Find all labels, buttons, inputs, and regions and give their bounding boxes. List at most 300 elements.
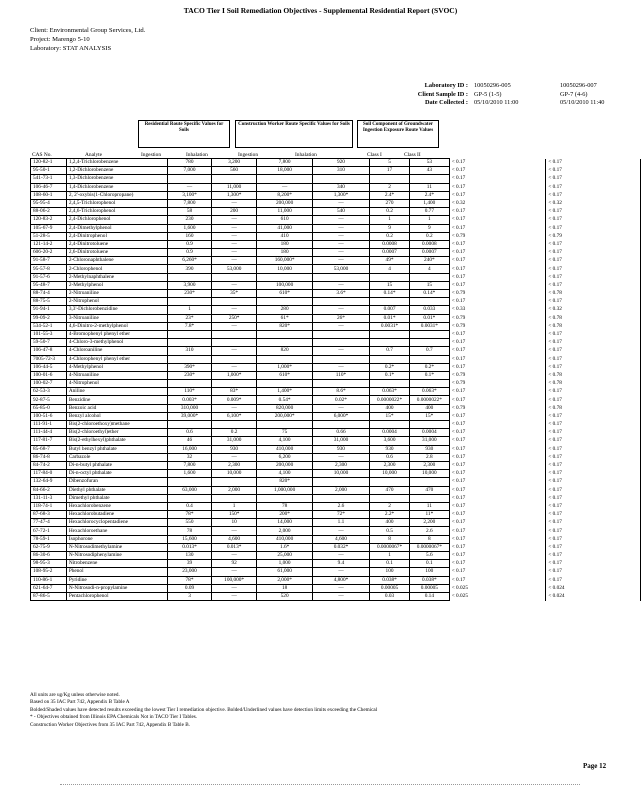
result-sample-2: < 0.17 bbox=[546, 535, 641, 543]
result-sample-2: < 0.17 bbox=[546, 461, 641, 469]
gw-class2: 1,400 bbox=[409, 199, 449, 207]
analyte-name: Bis(2-ethylhexyl)phthalate bbox=[66, 437, 167, 445]
analyte-name: Pyridine bbox=[66, 576, 167, 584]
result-sample-1: < 0.17 bbox=[449, 576, 546, 584]
table-row bbox=[31, 543, 641, 551]
gw-class2: 2.4* bbox=[409, 191, 449, 199]
con-inhalation: 1.1 bbox=[312, 519, 369, 527]
gw-class2 bbox=[409, 380, 449, 388]
analyte-header: Analyte bbox=[85, 152, 103, 158]
result-sample-2: < 0.32 bbox=[546, 306, 641, 314]
result-sample-1: < 0.025 bbox=[449, 592, 546, 600]
table-row bbox=[31, 314, 641, 322]
con-ingestion: 1,000* bbox=[257, 363, 312, 371]
result-sample-2: < 0.78 bbox=[546, 290, 641, 298]
gw-class2: 2.8 bbox=[409, 453, 449, 461]
gw-class1 bbox=[370, 330, 410, 338]
gw-class1: 0.0004 bbox=[370, 429, 410, 437]
gw-class2 bbox=[409, 478, 449, 486]
res-inhalation: 53,000 bbox=[211, 265, 257, 273]
res-inhalation: — bbox=[211, 584, 257, 592]
analyte-name: N-Nitrosodi-n-propylamine bbox=[66, 584, 167, 592]
gw-class2: 0.2 bbox=[409, 232, 449, 240]
gw-class1: 0.038* bbox=[370, 576, 410, 584]
res-ingestion: 7,800 bbox=[168, 199, 212, 207]
res-inhalation: — bbox=[211, 404, 257, 412]
gw-class2: 2.6 bbox=[409, 527, 449, 535]
gw-class1: 0.0000022* bbox=[370, 396, 410, 404]
gw-class2: 2,300 bbox=[409, 461, 449, 469]
result-sample-1: < 0.17 bbox=[449, 527, 546, 535]
analyte-name: Dimethyl phthalate bbox=[66, 494, 167, 502]
con-ingestion: 520 bbox=[257, 592, 312, 600]
con-ingestion: 1.6* bbox=[257, 543, 312, 551]
res-inhalation: 250* bbox=[211, 314, 257, 322]
gw-class2 bbox=[409, 421, 449, 429]
cas-no: 67-72-1 bbox=[31, 527, 67, 535]
gw-class1: 0.01* bbox=[370, 314, 410, 322]
res-ingestion: 230* bbox=[168, 290, 212, 298]
result-sample-1: < 0.17 bbox=[449, 445, 546, 453]
analyte-name: 2-Chloronaphthalene bbox=[66, 257, 167, 265]
analyte-name: Dibenzofuran bbox=[66, 478, 167, 486]
table-row bbox=[31, 511, 641, 519]
con-ingestion: 78 bbox=[257, 502, 312, 510]
note-line: Based on 35 IAC Part 742, Appendix B Table A bbox=[30, 699, 130, 706]
result-sample-1: < 0.17 bbox=[449, 453, 546, 461]
result-sample-2: < 0.78 bbox=[546, 404, 641, 412]
res-ingestion: 310,000 bbox=[168, 404, 212, 412]
con-inhalation: — bbox=[312, 249, 369, 257]
cas-no: 110-86-1 bbox=[31, 576, 67, 584]
result-sample-1: < 0.17 bbox=[449, 339, 546, 347]
table-row bbox=[31, 265, 641, 273]
result-sample-2: < 0.17 bbox=[546, 470, 641, 478]
analyte-name: 4-Chloroaniline bbox=[66, 347, 167, 355]
analyte-name: 2,4,6-Trichlorophenol bbox=[66, 208, 167, 216]
result-sample-2: < 0.17 bbox=[546, 576, 641, 584]
analyte-name: Di-n-butyl phthalate bbox=[66, 461, 167, 469]
res-inhalation: — bbox=[211, 240, 257, 248]
gw-class1 bbox=[370, 421, 410, 429]
gw-class2 bbox=[409, 494, 449, 502]
res-ingestion bbox=[168, 330, 212, 338]
con-inhalation: — bbox=[312, 216, 369, 224]
con-ingestion: 1,000,000 bbox=[257, 486, 312, 494]
analyte-name: 4-Methylphenol bbox=[66, 363, 167, 371]
con-ingestion: 0.54* bbox=[257, 396, 312, 404]
analyte-name: Butyl benzyl phthalate bbox=[66, 445, 167, 453]
res-inhalation: 4,600 bbox=[211, 535, 257, 543]
analyte-name: 1,2,4-Trichlorobenzene bbox=[66, 159, 167, 167]
table-row bbox=[31, 429, 641, 437]
res-ingestion: 3 bbox=[168, 592, 212, 600]
result-sample-2: < 0.17 bbox=[546, 265, 641, 273]
con-ingestion: 61* bbox=[257, 314, 312, 322]
cas-no: 108-95-2 bbox=[31, 568, 67, 576]
lab-info bbox=[330, 82, 630, 108]
con-inhalation-header: Inhalation bbox=[295, 152, 317, 158]
gw-class1: 0.2* bbox=[370, 363, 410, 371]
class1-header: Class I bbox=[367, 152, 382, 158]
gw-class1: 0.2 bbox=[370, 208, 410, 216]
result-sample-2: < 0.17 bbox=[546, 183, 641, 191]
con-inhalation: 110* bbox=[312, 371, 369, 379]
analyte-name: 2-Methylphenol bbox=[66, 281, 167, 289]
table-row bbox=[31, 306, 641, 314]
res-ingestion-header: Ingestion bbox=[141, 152, 162, 158]
gw-class2: 240* bbox=[409, 257, 449, 265]
table-row bbox=[31, 224, 641, 232]
res-ingestion bbox=[168, 478, 212, 486]
analyte-name: 3-Nitroaniline bbox=[66, 314, 167, 322]
gw-class2: 4 bbox=[409, 265, 449, 273]
table-row bbox=[31, 568, 641, 576]
result-sample-1: < 0.17 bbox=[449, 175, 546, 183]
gw-class1: 4 bbox=[370, 265, 410, 273]
cas-header: CAS No. bbox=[32, 152, 52, 158]
res-ingestion: 1,600 bbox=[168, 224, 212, 232]
gw-class2 bbox=[409, 175, 449, 183]
cas-no: 7005-72-3 bbox=[31, 355, 67, 363]
cas-no: 84-66-2 bbox=[31, 486, 67, 494]
gw-class1 bbox=[370, 380, 410, 388]
cas-no: 534-52-1 bbox=[31, 322, 67, 330]
result-sample-1: < 0.17 bbox=[449, 552, 546, 560]
res-ingestion: — bbox=[168, 183, 212, 191]
gw-class2: 15 bbox=[409, 281, 449, 289]
con-inhalation: — bbox=[312, 453, 369, 461]
con-ingestion: 61,000 bbox=[257, 568, 312, 576]
client-info bbox=[30, 26, 145, 53]
result-sample-1: < 0.17 bbox=[449, 257, 546, 265]
result-sample-2: < 0.17 bbox=[546, 175, 641, 183]
res-ingestion: 39 bbox=[168, 560, 212, 568]
res-inhalation bbox=[211, 273, 257, 281]
con-inhalation: 4,800* bbox=[312, 576, 369, 584]
con-ingestion: 2,000 bbox=[257, 527, 312, 535]
analyte-name: 4-Bromophenyl phenyl ether bbox=[66, 330, 167, 338]
analyte-name: Benzidine bbox=[66, 396, 167, 404]
analyte-name: Phenol bbox=[66, 568, 167, 576]
con-ingestion: 75 bbox=[257, 429, 312, 437]
analyte-name: Hexachlorobenzene bbox=[66, 502, 167, 510]
note-line: * - Objectives obtained from Illinois EPA Chemicals Not in TACO Tier I Tables. bbox=[30, 714, 198, 721]
gw-class2: 11* bbox=[409, 511, 449, 519]
result-sample-2: < 0.79 bbox=[546, 232, 641, 240]
res-ingestion: 16,000 bbox=[168, 445, 212, 453]
con-ingestion bbox=[257, 421, 312, 429]
result-sample-2: < 0.78 bbox=[546, 371, 641, 379]
table-row bbox=[31, 257, 641, 265]
gw-class2: 8 bbox=[409, 535, 449, 543]
con-inhalation bbox=[312, 494, 369, 502]
analyte-name: 1,2-Dichlorobenzene bbox=[66, 167, 167, 175]
con-ingestion bbox=[257, 339, 312, 347]
result-sample-2: < 0.17 bbox=[546, 486, 641, 494]
res-inhalation bbox=[211, 298, 257, 306]
result-sample-2: < 0.17 bbox=[546, 208, 641, 216]
table-row bbox=[31, 380, 641, 388]
gw-class1 bbox=[370, 355, 410, 363]
con-inhalation: — bbox=[312, 363, 369, 371]
gw-class1: 10,000 bbox=[370, 470, 410, 478]
table-row bbox=[31, 445, 641, 453]
res-ingestion: 7,000 bbox=[168, 167, 212, 175]
gw-class1 bbox=[370, 175, 410, 183]
cas-no: 108-60-1 bbox=[31, 191, 67, 199]
result-sample-1: < 0.17 bbox=[449, 159, 546, 167]
con-ingestion bbox=[257, 273, 312, 281]
res-inhalation: 6,100* bbox=[211, 412, 257, 420]
con-inhalation: — bbox=[312, 257, 369, 265]
gw-class2: 0.2* bbox=[409, 363, 449, 371]
gw-class2: 2,200 bbox=[409, 519, 449, 527]
result-sample-1: < 0.17 bbox=[449, 240, 546, 248]
analyte-name: 1,3-Dichlorobenzene bbox=[66, 175, 167, 183]
gw-class1: 0.1* bbox=[370, 371, 410, 379]
res-inhalation: — bbox=[211, 552, 257, 560]
table-row bbox=[31, 412, 641, 420]
gw-class1: 0.063* bbox=[370, 388, 410, 396]
cas-no: 95-95-4 bbox=[31, 199, 67, 207]
res-inhalation: 1,000* bbox=[211, 371, 257, 379]
cas-no: 85-68-7 bbox=[31, 445, 67, 453]
analyte-name: 2-Chlorophenol bbox=[66, 265, 167, 273]
con-inhalation: 2,000 bbox=[312, 486, 369, 494]
cas-no: 106-47-8 bbox=[31, 347, 67, 355]
con-inhalation: 930 bbox=[312, 445, 369, 453]
result-sample-2: < 0.17 bbox=[546, 445, 641, 453]
con-inhalation: 0.66 bbox=[312, 429, 369, 437]
gw-class1: 0.1 bbox=[370, 560, 410, 568]
result-sample-2: < 0.17 bbox=[546, 363, 641, 371]
result-sample-2: < 0.024 bbox=[546, 592, 641, 600]
gw-class2: 0.77 bbox=[409, 208, 449, 216]
res-inhalation: — bbox=[211, 592, 257, 600]
res-ingestion: 7,800 bbox=[168, 461, 212, 469]
gw-class2: 930 bbox=[409, 445, 449, 453]
res-ingestion: 3,900 bbox=[168, 281, 212, 289]
result-sample-1: < 0.025 bbox=[449, 584, 546, 592]
table-row bbox=[31, 502, 641, 510]
res-ingestion: 58 bbox=[168, 208, 212, 216]
con-inhalation: 2,300 bbox=[312, 461, 369, 469]
gw-class2 bbox=[409, 339, 449, 347]
groundwater-header: Soil Component of Groundwater Ingestion Exposure Route Values bbox=[357, 120, 439, 148]
result-sample-1: < 0.17 bbox=[449, 543, 546, 551]
con-inhalation: 920 bbox=[312, 159, 369, 167]
cas-no: 98-95-3 bbox=[31, 560, 67, 568]
cas-no: 92-87-5 bbox=[31, 396, 67, 404]
analyte-name: N-Nitrosodiphenylamine bbox=[66, 552, 167, 560]
result-sample-1: < 0.17 bbox=[449, 486, 546, 494]
result-sample-1: < 0.79 bbox=[449, 322, 546, 330]
cas-no: 86-30-6 bbox=[31, 552, 67, 560]
analyte-name: 2,6-Dinitrotoluene bbox=[66, 249, 167, 257]
result-sample-2: < 0.17 bbox=[546, 257, 641, 265]
res-inhalation: 92 bbox=[211, 560, 257, 568]
con-ingestion bbox=[257, 175, 312, 183]
bottom-dotted-rule bbox=[60, 784, 580, 785]
cas-no: 118-74-1 bbox=[31, 502, 67, 510]
result-sample-2: < 0.17 bbox=[546, 396, 641, 404]
res-ingestion: 46 bbox=[168, 437, 212, 445]
result-sample-2: < 0.17 bbox=[546, 502, 641, 510]
gw-class1 bbox=[370, 478, 410, 486]
footnotes bbox=[30, 692, 377, 729]
analyte-name: Benzoic acid bbox=[66, 404, 167, 412]
con-ingestion: 4,100 bbox=[257, 437, 312, 445]
res-inhalation bbox=[211, 355, 257, 363]
result-sample-2: < 0.17 bbox=[546, 543, 641, 551]
table-row bbox=[31, 396, 641, 404]
res-ingestion: 78 bbox=[168, 527, 212, 535]
analyte-name: Isophorone bbox=[66, 535, 167, 543]
result-sample-2: < 0.17 bbox=[546, 552, 641, 560]
analyte-name: Hexachlorobutadiene bbox=[66, 511, 167, 519]
analyte-name: 4-Nitroaniline bbox=[66, 371, 167, 379]
table-row bbox=[31, 494, 641, 502]
cas-no: 95-48-7 bbox=[31, 281, 67, 289]
res-ingestion: 0.003* bbox=[168, 396, 212, 404]
cas-no: 91-57-6 bbox=[31, 273, 67, 281]
result-sample-2: < 0.17 bbox=[546, 560, 641, 568]
gw-class1: 9 bbox=[370, 224, 410, 232]
res-inhalation: 3,200 bbox=[211, 159, 257, 167]
con-inhalation: 9.4 bbox=[312, 560, 369, 568]
cas-no: 77-47-4 bbox=[31, 519, 67, 527]
res-ingestion bbox=[168, 339, 212, 347]
cas-no: 88-75-5 bbox=[31, 298, 67, 306]
gw-class1: 15* bbox=[370, 412, 410, 420]
res-ingestion: 1,600 bbox=[168, 470, 212, 478]
result-sample-2: < 0.024 bbox=[546, 584, 641, 592]
con-inhalation: 2.6 bbox=[312, 502, 369, 510]
con-inhalation: 540 bbox=[312, 208, 369, 216]
gw-class2: 53 bbox=[409, 159, 449, 167]
con-inhalation: 310 bbox=[312, 167, 369, 175]
gw-class2: 0.14* bbox=[409, 290, 449, 298]
cas-no: 100-01-6 bbox=[31, 371, 67, 379]
cas-no: 62-75-9 bbox=[31, 543, 67, 551]
table-row bbox=[31, 363, 641, 371]
note-line: All units are ug/Kg unless otherwise noted. bbox=[30, 692, 120, 698]
gw-class2: 0.033 bbox=[409, 306, 449, 314]
con-inhalation: 1,300* bbox=[312, 191, 369, 199]
gw-class1: 0.0007 bbox=[370, 249, 410, 257]
analyte-name: 2,4-Dichlorophenol bbox=[66, 216, 167, 224]
gw-class2: 0.0008 bbox=[409, 240, 449, 248]
res-ingestion: 0.9 bbox=[168, 249, 212, 257]
con-ingestion: 820,000 bbox=[257, 404, 312, 412]
gw-class1: 0.2 bbox=[370, 232, 410, 240]
con-ingestion: 180 bbox=[257, 240, 312, 248]
date-2: 05/10/2010 11:40 bbox=[560, 99, 605, 106]
con-inhalation: 340 bbox=[312, 183, 369, 191]
res-inhalation: — bbox=[211, 249, 257, 257]
analyte-name: Hexachloroethane bbox=[66, 527, 167, 535]
con-ingestion: 100,000 bbox=[257, 281, 312, 289]
result-sample-1: < 0.17 bbox=[449, 347, 546, 355]
result-sample-1: < 0.17 bbox=[449, 183, 546, 191]
con-inhalation: 0.032* bbox=[312, 543, 369, 551]
gw-class2 bbox=[409, 355, 449, 363]
result-sample-2: < 0.17 bbox=[546, 216, 641, 224]
analyte-name: Diethyl phthalate bbox=[66, 486, 167, 494]
result-sample-1: < 0.79 bbox=[449, 290, 546, 298]
con-ingestion: 4,100 bbox=[257, 470, 312, 478]
gw-class2: 400 bbox=[409, 404, 449, 412]
results-table bbox=[30, 158, 641, 601]
gw-class1: 0.7 bbox=[370, 347, 410, 355]
res-inhalation bbox=[211, 380, 257, 388]
gw-class2: 31,000 bbox=[409, 437, 449, 445]
gw-class1: 2 bbox=[370, 502, 410, 510]
gw-class1 bbox=[370, 273, 410, 281]
gw-class1: 400 bbox=[370, 404, 410, 412]
gw-class1: 5 bbox=[370, 159, 410, 167]
con-inhalation: 8.6* bbox=[312, 388, 369, 396]
cas-no: 84-74-2 bbox=[31, 461, 67, 469]
analyte-name: 2-Methylnaphthalene bbox=[66, 273, 167, 281]
gw-class1: 2,300 bbox=[370, 461, 410, 469]
con-inhalation: — bbox=[312, 306, 369, 314]
con-ingestion: 2,000* bbox=[257, 576, 312, 584]
analyte-name: Carbazole bbox=[66, 453, 167, 461]
con-inhalation: 72* bbox=[312, 511, 369, 519]
res-ingestion bbox=[168, 494, 212, 502]
table-row bbox=[31, 232, 641, 240]
result-sample-1: < 0.17 bbox=[449, 167, 546, 175]
table-row bbox=[31, 322, 641, 330]
con-inhalation: — bbox=[312, 281, 369, 289]
res-inhalation: 10,000 bbox=[211, 470, 257, 478]
cas-no: 100-02-7 bbox=[31, 380, 67, 388]
res-inhalation: 1 bbox=[211, 502, 257, 510]
con-inhalation: — bbox=[312, 232, 369, 240]
report-title: TACO Tier I Soil Remediation Objectives - Supplemental Residential Report (SVOC) bbox=[183, 6, 458, 15]
gw-class2: 0.0000022* bbox=[409, 396, 449, 404]
result-sample-1: < 0.17 bbox=[449, 568, 546, 576]
con-ingestion: 410,000 bbox=[257, 445, 312, 453]
res-ingestion bbox=[168, 380, 212, 388]
con-inhalation: — bbox=[312, 527, 369, 535]
con-inhalation: 6,000* bbox=[312, 412, 369, 420]
table-row bbox=[31, 421, 641, 429]
result-sample-2: < 0.17 bbox=[546, 421, 641, 429]
con-ingestion bbox=[257, 355, 312, 363]
gw-class1: 0.5 bbox=[370, 527, 410, 535]
res-ingestion: 6,260* bbox=[168, 257, 212, 265]
gw-class2: 0.063* bbox=[409, 388, 449, 396]
analyte-name: 4-Nitrophenol bbox=[66, 380, 167, 388]
gw-class2: 0.00005 bbox=[409, 584, 449, 592]
gw-class1: 470 bbox=[370, 486, 410, 494]
con-ingestion: 180 bbox=[257, 249, 312, 257]
gw-class1: 270 bbox=[370, 199, 410, 207]
con-ingestion: 41,000 bbox=[257, 224, 312, 232]
gw-class1: 8 bbox=[370, 535, 410, 543]
result-sample-1: < 0.79 bbox=[449, 314, 546, 322]
res-inhalation: — bbox=[211, 232, 257, 240]
con-inhalation: 4,600 bbox=[312, 535, 369, 543]
con-ingestion: 1,000 bbox=[257, 560, 312, 568]
table-row bbox=[31, 592, 641, 600]
result-sample-1: < 0.17 bbox=[449, 281, 546, 289]
gw-class1 bbox=[370, 298, 410, 306]
table-row bbox=[31, 199, 641, 207]
